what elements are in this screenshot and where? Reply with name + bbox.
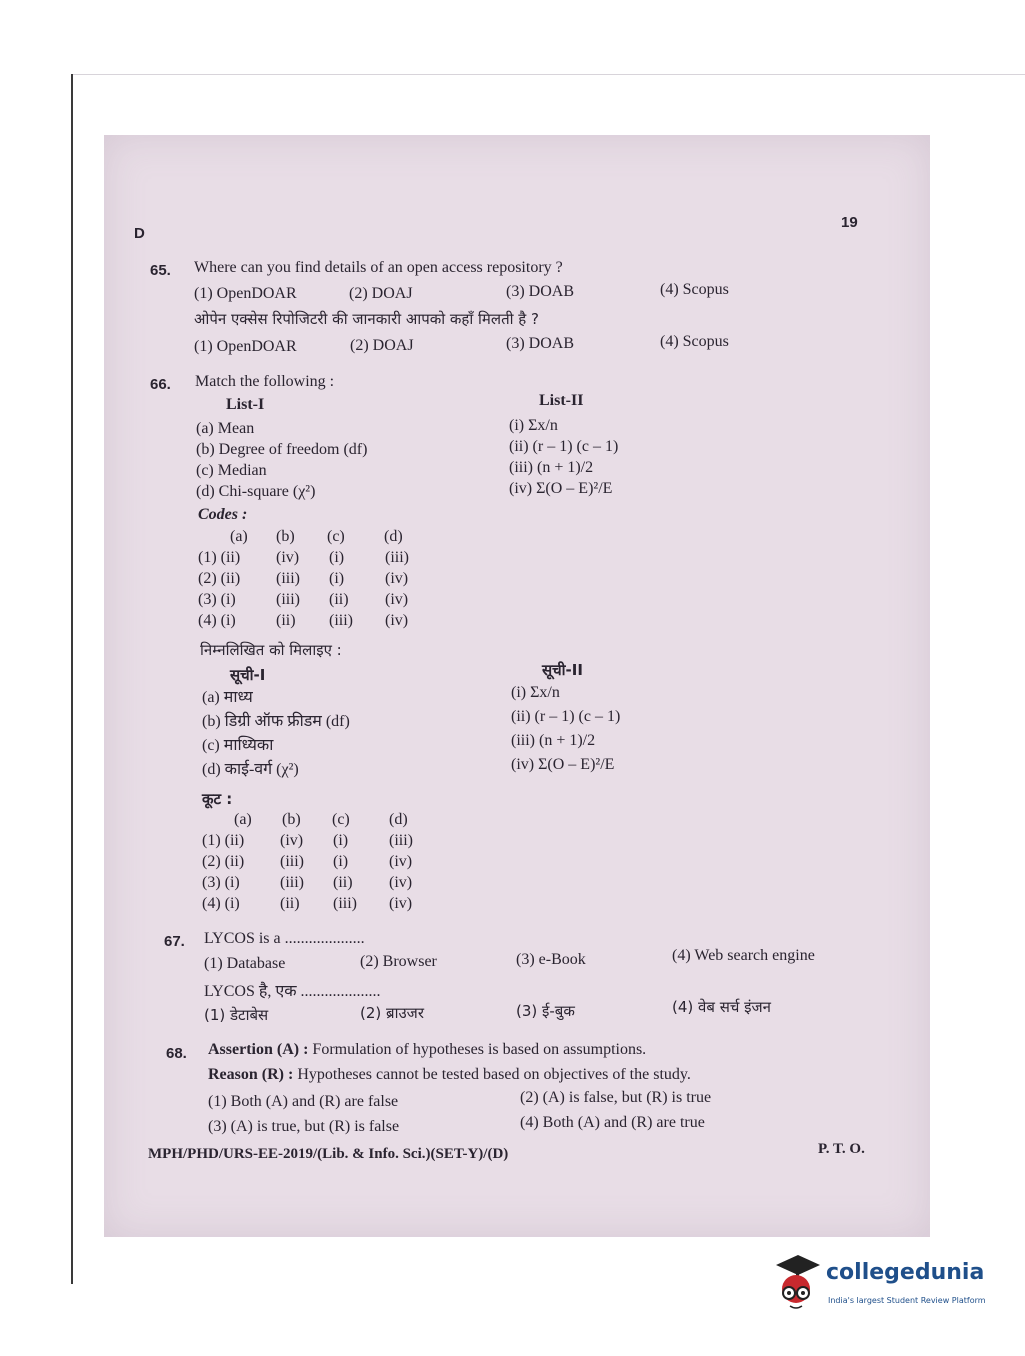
question-number: 66. [150, 376, 171, 393]
list-1-heading-hindi: सूची-I [230, 666, 266, 684]
codes-cell: (1) (ii) [198, 549, 241, 566]
option-2: (2) DOAJ [349, 285, 413, 302]
codes-cell: (iii) [276, 570, 300, 587]
codes-cell: (iv) [389, 895, 413, 912]
option-2-hindi: (2) DOAJ [350, 337, 414, 354]
list-1-heading: List-I [226, 396, 265, 413]
question-text-hindi: LYCOS है, एक .................... [204, 983, 381, 1000]
option-3: (3) e-Book [516, 951, 586, 968]
codes-cell: (ii) [280, 895, 300, 912]
option-3: (3) DOAB [506, 283, 574, 300]
codes-cell: (iv) [389, 853, 413, 870]
question-text: Match the following : [195, 373, 335, 390]
scan-edge-top [72, 74, 1025, 75]
option-1-hindi: (1) डेटाबेस [204, 1006, 269, 1024]
codes-header: (b) [276, 528, 295, 545]
option-2: (2) Browser [360, 953, 437, 970]
question-text-hindi: निम्नलिखित को मिलाइए : [200, 641, 342, 659]
codes-cell: (i) [333, 832, 349, 849]
list-2-item: (i) Σx/n [511, 684, 560, 701]
codes-header: (d) [389, 811, 408, 828]
list-2-heading: List-II [539, 392, 584, 409]
scan-edge-left [71, 74, 73, 1284]
codes-cell: (iii) [389, 832, 413, 849]
paper-code: MPH/PHD/URS-EE-2019/(Lib. & Info. Sci.)(SET-Y)/(D) [148, 1146, 509, 1162]
logo-tagline: India's largest Student Review Platform [828, 1296, 986, 1305]
list-1-item: (c) माध्यिका [202, 737, 274, 754]
collegedunia-logo[interactable] [770, 1250, 1000, 1320]
codes-label-hindi: कूट : [202, 790, 233, 808]
option-2: (2) (A) is false, but (R) is true [520, 1089, 712, 1106]
list-1-item: (d) काई-वर्ग (χ²) [202, 761, 299, 778]
codes-cell: (iv) [385, 612, 409, 629]
assertion-label: Assertion (A) : [208, 1041, 309, 1058]
question-text: LYCOS is a .................... [204, 930, 365, 947]
logo-name: collegedunia [826, 1260, 985, 1285]
codes-cell: (i) [329, 570, 345, 587]
pto-label: P. T. O. [818, 1141, 865, 1157]
option-4-hindi: (4) वेब सर्च इंजन [672, 998, 771, 1016]
codes-cell: (iii) [329, 612, 353, 629]
codes-cell: (4) (i) [202, 895, 240, 912]
list-2-item: (i) Σx/n [509, 417, 558, 434]
assertion-line [208, 1041, 646, 1059]
option-1: (1) Database [204, 955, 286, 972]
question-text: Where can you find details of an open access repository ? [194, 259, 563, 276]
list-1-hindi [202, 687, 350, 783]
codes-cell: (ii) [329, 591, 349, 608]
codes-cell: (iii) [333, 895, 357, 912]
list-2-item: (iv) Σ(O – E)²/E [509, 480, 613, 497]
codes-cell: (4) (i) [198, 612, 236, 629]
codes-header: (b) [282, 811, 301, 828]
codes-cell: (2) (ii) [198, 570, 241, 587]
question-number: 65. [150, 262, 171, 279]
option-4: (4) Scopus [660, 281, 729, 298]
codes-header: (a) [234, 811, 252, 828]
codes-cell: (i) [329, 549, 345, 566]
question-number: 68. [166, 1045, 187, 1062]
list-1-item: (c) Median [196, 462, 267, 479]
option-4: (4) Both (A) and (R) are true [520, 1114, 705, 1131]
page-number: 19 [841, 214, 858, 231]
reason-line [208, 1066, 691, 1084]
codes-cell: (iv) [385, 591, 409, 608]
codes-cell: (ii) [276, 612, 296, 629]
list-2-item: (iii) (n + 1)/2 [509, 459, 594, 476]
option-4-hindi: (4) Scopus [660, 333, 729, 350]
codes-header: (c) [332, 811, 350, 828]
codes-cell: (iii) [385, 549, 409, 566]
list-1 [196, 418, 367, 502]
option-3: (3) (A) is true, but (R) is false [208, 1118, 400, 1135]
codes-header: (d) [384, 528, 403, 545]
exam-page [104, 135, 930, 1237]
list-1-item: (d) Chi-square (χ²) [196, 483, 316, 500]
set-letter: D [134, 225, 145, 242]
reason-text: Hypotheses cannot be tested based on objectives of the study. [297, 1066, 691, 1083]
option-3-hindi: (3) DOAB [506, 335, 574, 352]
option-1: (1) Both (A) and (R) are false [208, 1093, 399, 1110]
list-2-item: (ii) (r – 1) (c – 1) [511, 708, 621, 725]
option-1-hindi: (1) OpenDOAR [194, 338, 297, 355]
codes-cell: (ii) [333, 874, 353, 891]
list-2-item: (iv) Σ(O – E)²/E [511, 756, 615, 773]
list-2 [509, 415, 618, 499]
option-1: (1) OpenDOAR [194, 285, 297, 302]
list-2-item: (ii) (r – 1) (c – 1) [509, 438, 619, 455]
codes-cell: (iv) [276, 549, 300, 566]
codes-cell: (2) (ii) [202, 853, 245, 870]
option-2-hindi: (2) ब्राउजर [360, 1004, 424, 1022]
codes-header: (a) [230, 528, 248, 545]
codes-cell: (3) (i) [198, 591, 236, 608]
option-3-hindi: (3) ई-बुक [516, 1002, 575, 1020]
codes-cell: (i) [333, 853, 349, 870]
codes-cell: (iv) [385, 570, 409, 587]
option-4: (4) Web search engine [672, 947, 815, 964]
list-1-item: (a) माध्य [202, 689, 253, 706]
codes-cell: (iii) [280, 874, 304, 891]
assertion-text: Formulation of hypotheses is based on assumptions. [312, 1041, 647, 1058]
reason-label: Reason (R) : [208, 1066, 294, 1083]
mascot-icon [770, 1255, 822, 1311]
question-text-hindi: ओपेन एक्सेस रिपोजिटरी की जानकारी आपको कहाँ मिलती है ? [194, 310, 539, 328]
codes-cell: (iii) [276, 591, 300, 608]
list-1-item: (b) डिग्री ऑफ फ्रीडम (df) [202, 713, 350, 730]
list-1-item: (a) Mean [196, 420, 255, 437]
list-2-hindi [511, 682, 620, 778]
codes-header: (c) [327, 528, 345, 545]
list-2-item: (iii) (n + 1)/2 [511, 732, 596, 749]
question-number: 67. [164, 933, 185, 950]
list-2-heading-hindi: सूची-II [542, 661, 583, 679]
codes-cell: (iii) [280, 853, 304, 870]
codes-cell: (iv) [389, 874, 413, 891]
codes-label: Codes : [198, 506, 248, 523]
codes-cell: (1) (ii) [202, 832, 245, 849]
codes-cell: (3) (i) [202, 874, 240, 891]
codes-cell: (iv) [280, 832, 304, 849]
list-1-item: (b) Degree of freedom (df) [196, 441, 368, 458]
